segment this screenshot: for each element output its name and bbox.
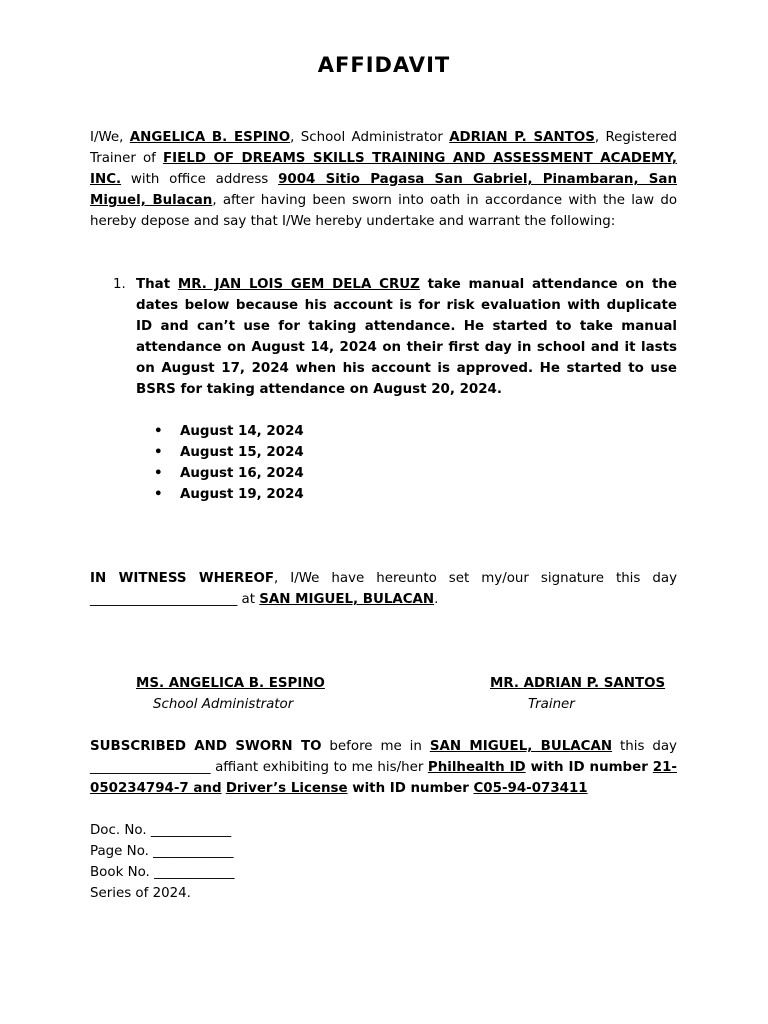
list-item	[154, 421, 304, 442]
witness-paragraph	[90, 568, 677, 610]
witness-lead: IN WITNESS WHEREOF	[90, 571, 275, 586]
sworn-text: with ID number	[347, 781, 474, 796]
date-text: August 16, 2024	[180, 466, 304, 481]
sworn-lead: SUBSCRIBED AND SWORN TO	[90, 739, 322, 754]
intro-text: , after having been sworn into oath in accordance with the law do hereby depose and say that I/We hereby undertake and warrant the following:	[90, 193, 678, 229]
sworn-place: SAN MIGUEL, BULACAN	[429, 739, 613, 754]
list-item	[154, 442, 304, 463]
subject-person-name: MR. JAN LOIS GEM DELA CRUZ	[177, 277, 420, 292]
bullet-icon: •	[154, 487, 163, 502]
date-list	[154, 421, 304, 505]
page-number-line: Page No. ____________	[90, 844, 234, 859]
list-item	[154, 463, 304, 484]
affiant-name-2: ADRIAN P. SANTOS	[449, 130, 595, 145]
left-signatory-name: MS. ANGELICA B. ESPINO	[136, 676, 325, 691]
intro-text: , School Administrator	[290, 130, 450, 145]
list-item	[154, 484, 304, 505]
intro-paragraph	[90, 127, 677, 232]
bullet-icon: •	[154, 466, 163, 481]
bullet-icon: •	[154, 424, 163, 439]
witness-place: SAN MIGUEL, BULACAN	[259, 592, 435, 607]
date-text: August 15, 2024	[180, 445, 304, 460]
office-address: 9004 Sitio Pagasa San Gabriel, Pinambaran, San Miguel, Bulacan	[90, 172, 677, 208]
statement-item	[136, 274, 677, 400]
organization-name: FIELD OF DREAMS SKILLS TRAINING AND ASSESSMENT ACADEMY, INC.	[90, 151, 677, 187]
witness-text: , I/We have hereunto set my/our signature this day ______________________ at	[90, 571, 677, 607]
sworn-text: this day __________________ affiant exhibiting to me his/her	[90, 739, 677, 775]
page-title: AFFIDAVIT	[317, 53, 451, 77]
date-text: August 19, 2024	[180, 487, 304, 502]
id-number-1: 21-050234794-7 and	[90, 760, 677, 796]
intro-text: I/We,	[90, 130, 130, 145]
date-text: August 14, 2024	[180, 424, 304, 439]
sworn-text: before me in	[321, 739, 430, 754]
statement-text: That	[136, 277, 178, 292]
bullet-icon: •	[154, 445, 163, 460]
sworn-paragraph	[90, 736, 677, 799]
intro-text: , Registered Trainer of	[90, 130, 678, 166]
left-signatory-title: School Administrator	[153, 697, 294, 712]
id-type-2: Driver’s License	[225, 781, 348, 796]
id-type-1: Philhealth ID	[427, 760, 526, 775]
doc-number-line: Doc. No. ____________	[90, 823, 232, 838]
right-signatory-title: Trainer	[528, 697, 575, 712]
witness-text: .	[434, 592, 439, 607]
series-line: Series of 2024.	[90, 886, 191, 901]
book-number-line: Book No. ____________	[90, 865, 235, 880]
affiant-name-1: ANGELICA B. ESPINO	[129, 130, 291, 145]
intro-text: with office address	[121, 172, 279, 187]
right-signatory-name: MR. ADRIAN P. SANTOS	[490, 676, 666, 691]
statement-text: take manual attendance on the dates below because his account is for risk evaluation with duplicate ID and can’t use for taking attendance. He started to take manual attendance on August 14, 2024 on their first day in school and it lasts on August 17, 2024 when his account is approved. He started to use BSRS for taking attendance on August 20, 2024.	[136, 277, 677, 397]
id-number-2: C05-94-073411	[473, 781, 588, 796]
sworn-text: with ID number	[525, 760, 653, 775]
list-number: 1.	[113, 277, 126, 292]
